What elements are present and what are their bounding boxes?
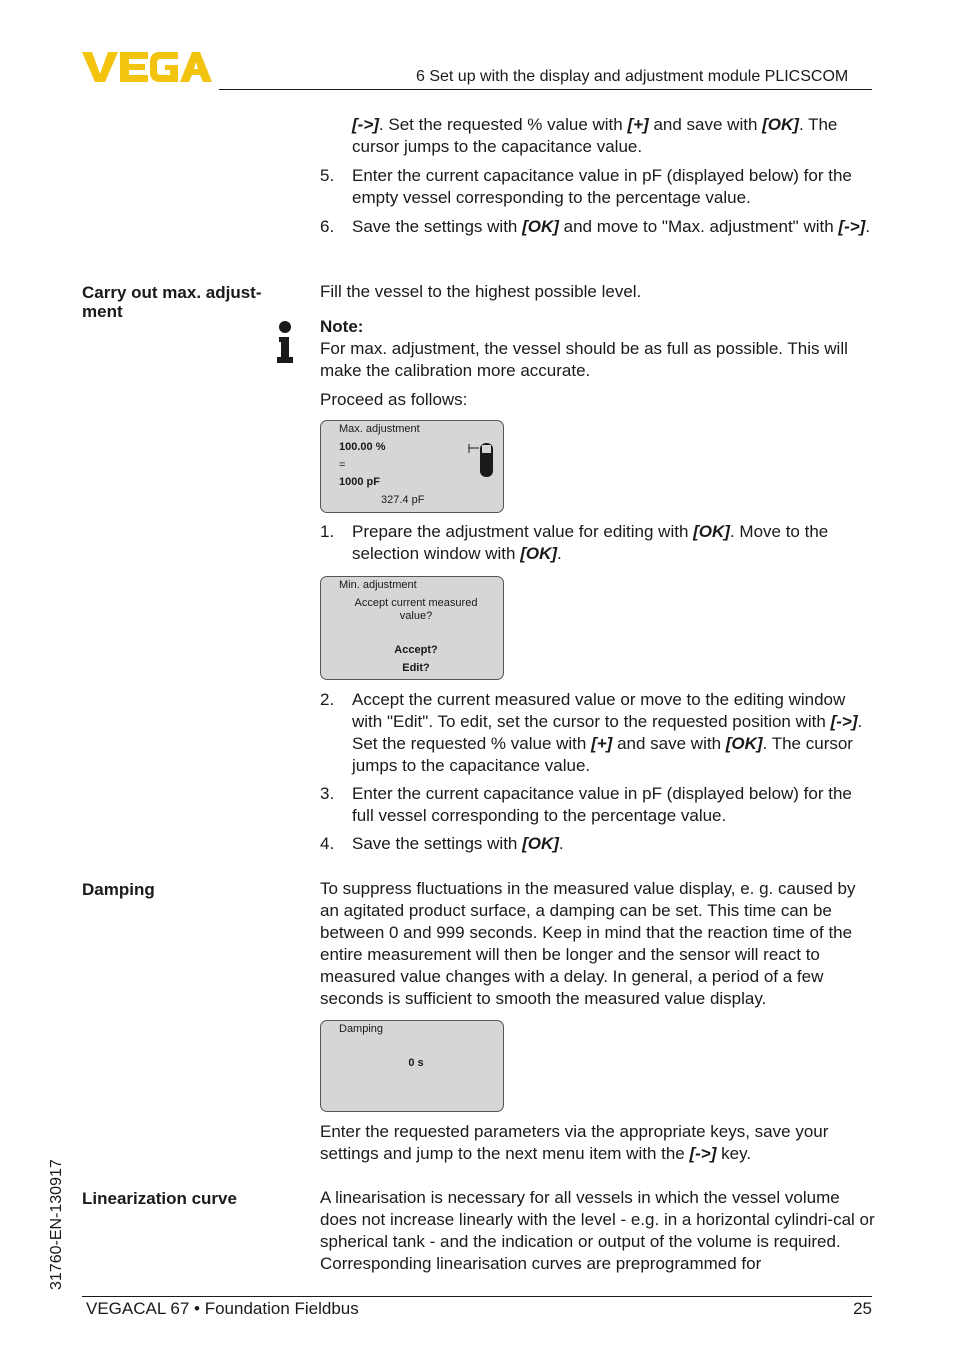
side-heading-damping: Damping	[82, 880, 155, 899]
header-divider	[219, 89, 872, 90]
list-item-step-1: 1. Prepare the adjustment value for editing with [OK]. Move to the selection window with [OK].	[320, 522, 829, 563]
vega-logo	[82, 50, 212, 84]
lcd-damping-value: 0 s	[408, 1057, 424, 1069]
lcd-edit-option[interactable]: Edit?	[402, 662, 430, 674]
max-steps-1	[320, 521, 876, 565]
note-title: Note:	[320, 317, 364, 336]
proceed-text: Proceed as follows:	[320, 390, 468, 409]
lcd-title: Min. adjustment	[339, 579, 417, 591]
side-heading-max-adjust: Carry out max. adjust-ment	[82, 283, 262, 321]
footer-product: VEGACAL 67 • Foundation Fieldbus	[86, 1299, 359, 1318]
list-item-step-4: 4. Save the settings with [OK].	[320, 834, 564, 853]
damping-text: To suppress fluctuations in the measured value display, e. g. caused by an agitated product surface, a damping can be set. This time can be between 0 and 999 seconds. Keep in mind that the reaction time of the entire measurement will then be longer and the sensor will react to measured value changes with a delay. In general, a period of a few seconds is sufficient to smooth the measured value display.	[320, 879, 856, 1008]
lcd-title: Damping	[339, 1023, 384, 1035]
list-item-5: 5. Enter the current capacitance value in pF (displayed below) for the empty vessel corresponding to the percentage value.	[320, 166, 852, 207]
document-id: 31760-EN-130917	[48, 1159, 65, 1290]
info-icon	[276, 321, 294, 363]
damping-text-block	[320, 878, 876, 1010]
list-item-continuation: [->]. Set the requested % value with [+] and save with [OK]. The cursor jumps to the capacitance value.	[352, 115, 838, 156]
page-number: 25	[853, 1299, 872, 1318]
lcd-min-adjustment	[320, 576, 504, 680]
linearization-text-block	[320, 1187, 876, 1275]
list-item-6: 6. Save the settings with [OK] and move to "Max. adjustment" with [->].	[320, 217, 871, 236]
section-title: 6 Set up with the display and adjustment module PLICSCOM	[416, 68, 849, 85]
damping-after-text: Enter the requested parameters via the appropriate keys, save your settings and jump to the next menu item with the [->] key.	[320, 1122, 829, 1163]
damping-after-block	[320, 1121, 876, 1165]
top-block	[320, 114, 876, 238]
lcd-question: Accept current measured value?	[354, 597, 478, 622]
lcd-title: Max. adjustment	[339, 423, 420, 435]
note-text: For max. adjustment, the vessel should be as full as possible. This will make the calibration more accurate.	[320, 339, 848, 380]
linearization-text: A linearisation is necessary for all vessels in which the vessel volume does not increase linearly with the level - e.g. in a horizontal cylindri-cal or spherical tank - and the indication or output of the volume is required. Corresponding linearisation curves are preprogrammed for	[320, 1188, 875, 1273]
lcd-equals: =	[339, 459, 346, 471]
lcd-damping	[320, 1020, 504, 1112]
list-item-step-2: 2. Accept the current measured value or move to the editing window with "Edit". To edit, set the cursor to the requested position with [->]. Set the requested % value with [+] and save with [OK]. The cursor jumps to the capacitance value.	[320, 690, 863, 775]
lcd-measured: 327.4 pF	[381, 494, 425, 506]
lcd-accept-option[interactable]: Accept?	[394, 644, 438, 656]
list-item-step-3: 3. Enter the current capacitance value in pF (displayed below) for the full vessel corresponding to the percentage value.	[320, 784, 852, 825]
fill-text: Fill the vessel to the highest possible level.	[320, 282, 642, 301]
lcd-percent: 100.00 %	[339, 441, 386, 453]
footer-divider	[82, 1296, 872, 1297]
max-adjust-intro	[320, 281, 876, 303]
note-block	[320, 316, 876, 411]
side-heading-linearization: Linearization curve	[82, 1189, 237, 1208]
lcd-pf-value: 1000 pF	[339, 476, 380, 488]
max-steps-2	[320, 689, 876, 855]
lcd-max-adjustment	[320, 420, 504, 513]
vessel-full-icon	[467, 441, 495, 479]
